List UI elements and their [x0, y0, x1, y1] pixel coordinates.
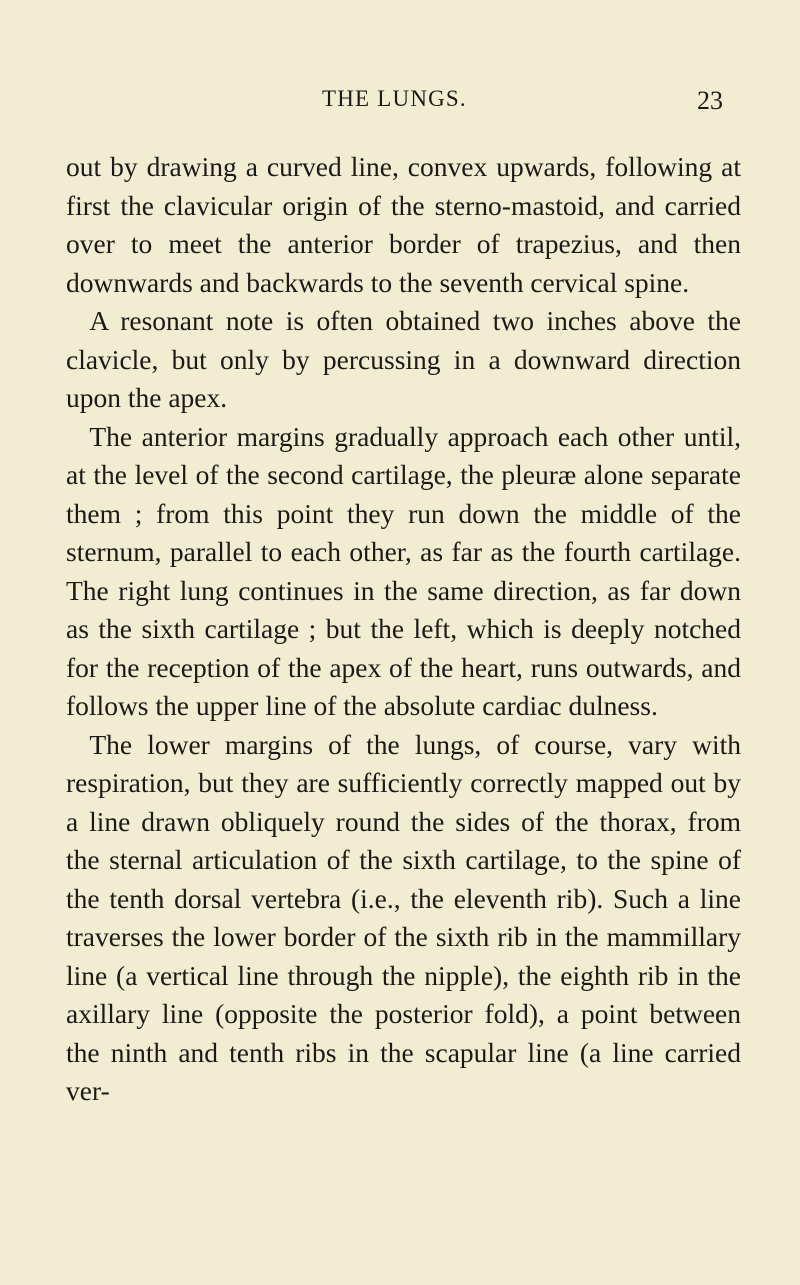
paragraph-anterior-margins: The anterior margins gradually approach each other until, at the level of the second cartilage, the pleuræ alone separate them ; from this point they run down the middle of the sternum, parallel to each other, as far as the fourth cartilage. The right lung continues in the same direction, as far down as the sixth cartilage ; but the left, which is deeply notched for the reception of the apex of the heart, runs outwards, and follows the upper line of the absolute cardiac dulness. [66, 420, 741, 721]
running-head [0, 86, 800, 126]
paragraph-lower-margins: The lower margins of the lungs, of course, vary with respiration, but they are sufficiently correctly mapped out by a line drawn obliquely round the sides of the thorax, from the sternal articulation of the sixth cartilage, to the spine of the tenth dorsal vertebra (i.e., the eleventh rib). Such a line traverses the lower border of the sixth rib in the mammillary line (a vertical line through the nipple), the eighth rib in the axillary line (opposite the posterior fold), a point between the ninth and tenth ribs in the scapular line (a line carried ver- [66, 728, 741, 1106]
paragraph-resonant-note: A resonant note is often obtained two inches above the clavicle, but only by percussing in a downward direction upon the apex. [66, 305, 741, 413]
page-number: 23 [697, 86, 723, 115]
body-text [66, 148, 741, 1111]
paragraph-continuation: out by drawing a curved line, convex upwards, following at first the clavicular origin of the sterno-mastoid, and carried over to meet the anterior border of trapezius, and then downwards and backwards to the seventh cervical spine. [66, 151, 741, 298]
chapter-title: THE LUNGS. [322, 86, 467, 111]
